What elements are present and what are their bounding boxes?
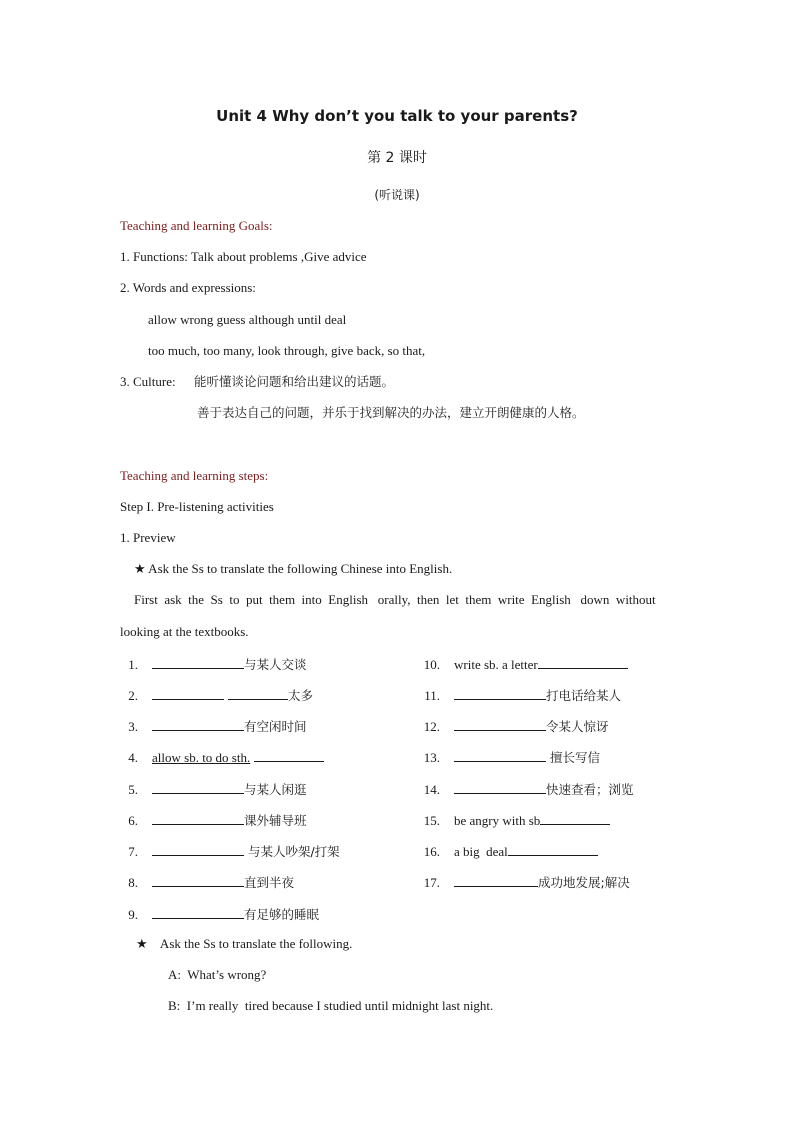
answer-blank[interactable] xyxy=(508,842,598,856)
answer-blank[interactable] xyxy=(454,717,546,731)
answer-blank[interactable] xyxy=(454,873,538,887)
item-prompt: 打电话给某人 xyxy=(546,688,622,703)
answer-blank[interactable] xyxy=(454,686,546,700)
item-prompt: a big deal xyxy=(454,844,508,859)
exercise-item-15 xyxy=(420,811,610,829)
item-prompt: 有空闲时间 xyxy=(244,719,307,734)
item-number: 3. xyxy=(128,719,138,734)
answer-blank[interactable] xyxy=(538,655,628,669)
goals-culture-label: 3. Culture: xyxy=(120,374,176,389)
item-prompt: 快速查看；浏览 xyxy=(546,782,634,797)
answer-blank[interactable] xyxy=(254,748,324,762)
answer-blank[interactable] xyxy=(454,748,546,762)
exercise-item-8 xyxy=(118,873,294,891)
item-prompt: write sb. a letter xyxy=(454,657,538,672)
item-number: 13. xyxy=(423,750,440,765)
instruction-paragraph-line2: looking at the textbooks. xyxy=(120,624,249,639)
goals-heading: Teaching and learning Goals: xyxy=(120,218,273,233)
exercise-item-16 xyxy=(420,842,598,860)
goals-culture-line2: 善于表达自己的问题，并乐于找到解决的办法，建立开朗健康的人格。 xyxy=(197,405,585,420)
exercise-item-1 xyxy=(118,655,307,673)
item-number: 9. xyxy=(128,907,138,922)
goals-words-line1: allow wrong guess although until deal xyxy=(148,312,347,327)
exercise-item-13 xyxy=(420,748,600,766)
item-prompt: 与某人交谈 xyxy=(244,657,307,672)
item-number: 14. xyxy=(423,782,440,797)
answer-blank[interactable] xyxy=(152,873,244,887)
instruction-translate: ★ Ask the Ss to translate the following Chinese into English. xyxy=(134,561,453,576)
exercise-item-2 xyxy=(118,686,313,704)
item-number: 17. xyxy=(423,875,440,890)
exercise-item-10 xyxy=(420,655,628,673)
item-number: 10. xyxy=(423,657,440,672)
item-number: 4. xyxy=(128,750,138,765)
instruction-paragraph-line1: First ask the Ss to put them into English orally, then let them write English down without xyxy=(134,592,656,607)
dialogue-line-b: B: I’m really tired because I studied until midnight last night. xyxy=(168,998,494,1013)
item-number: 1. xyxy=(128,657,138,672)
goals-words-heading: 2. Words and expressions: xyxy=(120,280,256,295)
item-number: 5. xyxy=(128,782,138,797)
answer-blank[interactable] xyxy=(152,780,244,794)
steps-heading: Teaching and learning steps: xyxy=(120,468,269,483)
preview-title: 1. Preview xyxy=(120,530,176,545)
step-1-title: Step I. Pre-listening activities xyxy=(120,499,274,514)
answer-blank[interactable] xyxy=(540,811,610,825)
item-number: 16. xyxy=(423,844,440,859)
item-number: 2. xyxy=(128,688,138,703)
goals-culture-line1: 能听懂谈论问题和给出建议的话题。 xyxy=(194,374,395,389)
exercise-item-7 xyxy=(118,842,340,860)
exercise-item-11 xyxy=(420,686,621,704)
item-prompt: 与某人闲逛 xyxy=(244,782,307,797)
item-prompt: 令某人惊讶 xyxy=(546,719,609,734)
item-number: 6. xyxy=(128,813,138,828)
answer-blank[interactable] xyxy=(228,686,288,700)
exercise-item-6 xyxy=(118,811,307,829)
item-prompt: be angry with sb xyxy=(454,813,541,828)
exercise-item-9 xyxy=(118,905,319,923)
item-number: 15. xyxy=(423,813,440,828)
item-prompt: 直到半夜 xyxy=(244,875,295,890)
exercise-item-14 xyxy=(420,780,634,798)
exercise-item-5 xyxy=(118,780,307,798)
item-prompt: allow sb. to do sth. xyxy=(152,750,251,765)
item-number: 11. xyxy=(424,688,440,703)
goals-words-line2: too much, too many, look through, give back, so that, xyxy=(148,343,426,358)
item-prompt: 太多 xyxy=(288,688,314,703)
exercise-item-12 xyxy=(420,717,609,735)
answer-blank[interactable] xyxy=(454,780,546,794)
lesson-type: (听说课) xyxy=(374,188,420,202)
instruction-dialogue: ★ Ask the Ss to translate the following. xyxy=(136,936,353,951)
answer-blank[interactable] xyxy=(152,811,244,825)
exercise-item-4 xyxy=(118,748,324,766)
dialogue-line-a: A: What’s wrong? xyxy=(168,967,267,982)
answer-blank[interactable] xyxy=(152,842,244,856)
answer-blank[interactable] xyxy=(152,655,244,669)
item-number: 8. xyxy=(128,875,138,890)
answer-blank[interactable] xyxy=(152,717,244,731)
exercise-item-17 xyxy=(420,873,630,891)
item-prompt: 课外辅导班 xyxy=(244,813,307,828)
answer-blank[interactable] xyxy=(152,905,244,919)
answer-blank[interactable] xyxy=(152,686,224,700)
item-prompt: 有足够的睡眠 xyxy=(244,907,320,922)
page-title: Unit 4 Why don’t you talk to your parents? xyxy=(216,107,578,125)
item-number: 7. xyxy=(128,844,138,859)
item-prompt: 与某人吵架/打架 xyxy=(244,844,340,859)
exercise-item-3 xyxy=(118,717,307,735)
lesson-number: 第 2 课时 xyxy=(367,150,427,166)
item-prompt: 擅长写信 xyxy=(546,750,600,765)
item-number: 12. xyxy=(423,719,440,734)
item-prompt: 成功地发展;解决 xyxy=(538,875,630,890)
goals-functions: 1. Functions: Talk about problems ,Give advice xyxy=(120,249,367,264)
